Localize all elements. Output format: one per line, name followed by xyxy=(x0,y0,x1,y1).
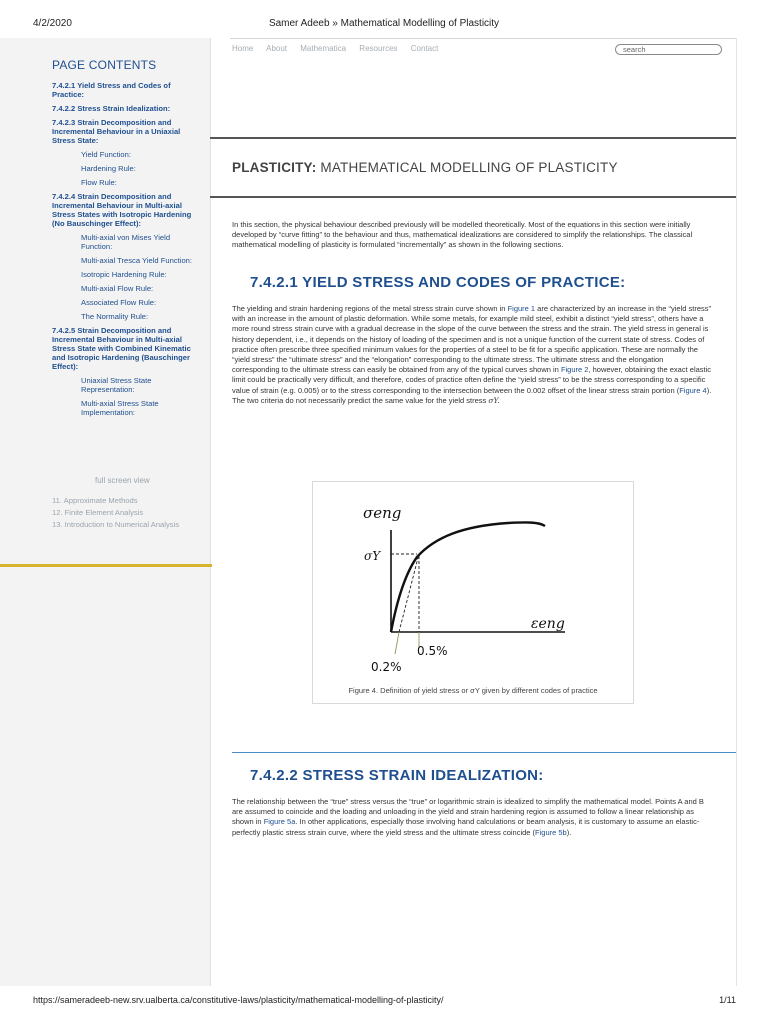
nav-home[interactable]: Home xyxy=(232,44,254,53)
toc-item[interactable]: 7.4.2.1 Yield Stress and Codes of Practice: xyxy=(52,81,171,99)
sidebar xyxy=(0,38,211,986)
s1-text-c: , however, obtaining the exact elastic limit could be practically very difficult, and therefore, codes of practice often define the “yield stress” to be the stress corresponding to a specific value of strain (e.g. 0.005) or to the stress corresponding to the intersection between the 0.002 offset of the linear stress strain portion ( xyxy=(232,365,712,395)
s1-text-a: The yielding and strain hardening regions of the metal stress strain curve shown in xyxy=(232,304,508,313)
stress-strain-curve xyxy=(391,522,545,632)
toc-item[interactable]: Hardening Rule: xyxy=(81,164,136,173)
print-date: 4/2/2020 xyxy=(33,18,72,29)
toc-item[interactable]: Flow Rule: xyxy=(81,178,117,187)
offset-line-0.2 xyxy=(399,554,419,632)
figure-2-link[interactable]: Figure 2 xyxy=(560,365,589,375)
toc-item[interactable]: 7.4.2.5 Strain Decomposition and Incremental Behaviour in Multi-axial Stress State with Combined Kinematic and Isotropic Hardening (Bauschinger Effect): xyxy=(52,326,191,371)
label-0.2-percent: 0.2% xyxy=(371,660,402,674)
top-nav xyxy=(232,44,449,53)
stress-strain-diagram xyxy=(313,482,633,703)
toc-item[interactable]: Multi-axial von Mises Yield Function: xyxy=(81,233,171,251)
figure-5b-link[interactable]: Figure 5b xyxy=(535,827,567,837)
nav-about[interactable]: About xyxy=(266,44,288,53)
section1-paragraph xyxy=(232,304,712,406)
toc-list xyxy=(52,81,200,422)
chapter-link-13[interactable]: 13. Introduction to Numerical Analysis xyxy=(52,520,180,529)
toc-item[interactable]: Uniaxial Stress State Representation: xyxy=(81,376,152,394)
s2-text-c: ). xyxy=(566,827,572,837)
toc-item[interactable]: 7.4.2.3 Strain Decomposition and Incremental Behaviour in a Uniaxial Stress State: xyxy=(52,118,181,145)
intro-paragraph: In this section, the physical behaviour described previously will be modelled theoretically. Most of the equations in this section were initially developed by “curve fitting” to the behaviour and thus, mathematical idealizations are considered to simplify the relationships. The classical mathematical modelling of plasticity is formulated “incrementally” as shown in the following sections. xyxy=(232,220,693,250)
section-heading-7421: 7.4.2.1 YIELD STRESS AND CODES OF PRACTICE: xyxy=(250,274,626,291)
print-header xyxy=(0,18,768,30)
nav-contact[interactable]: Contact xyxy=(410,44,439,53)
toc-item[interactable]: Multi-axial Stress State Implementation: xyxy=(81,399,159,417)
page-contents-title: PAGE CONTENTS xyxy=(52,58,157,72)
nav-resources[interactable]: Resources xyxy=(359,44,398,53)
nav-top-divider xyxy=(230,38,736,39)
page-title xyxy=(232,160,618,175)
pointer-0.2 xyxy=(395,632,399,654)
page-number: 1/11 xyxy=(719,995,736,1005)
figure-4 xyxy=(312,481,634,704)
search-input[interactable]: search xyxy=(615,44,722,55)
s1-text-b: are characterized by an increase in the “yield stress” with an increase in the amount of plastic deformation. While some metals, for example mild steel, exhibit a distinct “yield stress”, others have a more round stress strain curve with a gradual decrease in the slope of the curve between the stress and the strain. The yield stress in general is history dependent, i.e., it depends on the history of loading of the specimen and is not a unique function of the current state of stress. Codes of practice often prescribe three specified minimum values for the properties of a steel to be fit for a specific application. These are normally the “yield stress” the “ultimate stress” and the “elongation” corresponding to the ultimate stress. The ultimate stress and the elongation corresponding to the ultimate stress can easily be obtained from any of the typical curves shown in xyxy=(232,304,712,375)
chapter-links xyxy=(52,496,202,532)
toc-item[interactable]: Yield Function: xyxy=(81,150,131,159)
s2-text-a: The relationship between the “true” stress versus the “true” or logarithmic strain is idealized to simplify the mathematical model. Points A and B are assumed to coincide and the loading and unloading in the yield and strain hardening region is assumed to follow a linear relationship as shown in xyxy=(232,797,704,827)
figure-4-caption: Figure 4. Definition of yield stress or σY given by different codes of practice xyxy=(348,686,598,695)
x-axis-label: εeng xyxy=(531,616,565,632)
sidebar-accent-bar xyxy=(0,564,212,567)
figure-4-link[interactable]: Figure 4 xyxy=(679,385,707,395)
content-border xyxy=(736,38,737,986)
toc-item[interactable]: Multi-axial Flow Rule: xyxy=(81,284,154,293)
s2-text-b: . In other applications, especially those involving hand calculations or beam analysis, it is customary to assume an elastic-perfectly plastic stress strain curve, where the yield stress and the ultimate stress coincide ( xyxy=(232,817,700,837)
figure-1-link[interactable]: Figure 1 xyxy=(507,304,536,313)
section2-paragraph xyxy=(232,797,712,838)
print-url: https://sameradeeb-new.srv.ualberta.ca/constitutive-laws/plasticity/mathematical-modelling-of-plasticity/ xyxy=(33,995,444,1005)
print-title: Samer Adeeb » Mathematical Modelling of Plasticity xyxy=(268,18,500,29)
figure-5a-link[interactable]: Figure 5a xyxy=(263,817,296,827)
nav-mathematica[interactable]: Mathematica xyxy=(300,44,347,53)
s1-text-d: ). The two criteria do not necessarily predict the same value for the yield stress xyxy=(232,385,712,405)
title-top-rule xyxy=(210,137,736,139)
section-heading-7422: 7.4.2.2 STRESS STRAIN IDEALIZATION: xyxy=(250,767,544,784)
toc-item[interactable]: Multi-axial Tresca Yield Function: xyxy=(81,256,192,265)
sigma-y-symbol: σY. xyxy=(488,395,500,405)
toc-item[interactable]: Isotropic Hardening Rule: xyxy=(81,270,167,279)
chapter-link-11[interactable]: 11. Approximate Methods xyxy=(52,496,138,505)
chapter-link-12[interactable]: 12. Finite Element Analysis xyxy=(52,508,144,517)
page-title-rest: MATHEMATICAL MODELLING OF PLASTICITY xyxy=(316,160,618,175)
yield-stress-label: σY xyxy=(364,549,381,563)
toc-item[interactable]: The Normality Rule: xyxy=(81,312,149,321)
toc-item[interactable]: Associated Flow Rule: xyxy=(81,298,157,307)
section-divider xyxy=(232,752,736,753)
full-screen-link[interactable]: full screen view xyxy=(95,476,150,485)
main-content xyxy=(210,38,736,986)
page-title-bold: PLASTICITY: xyxy=(232,160,317,175)
toc-item[interactable]: 7.4.2.2 Stress Strain Idealization: xyxy=(52,104,171,113)
toc-item[interactable]: 7.4.2.4 Strain Decomposition and Incremental Behaviour in Multi-axial Stress States with Isotropic Hardening (No Bauschinger Effect): xyxy=(52,192,192,228)
label-0.5-percent: 0.5% xyxy=(417,644,448,658)
title-bottom-rule xyxy=(210,196,736,198)
y-axis-label: σeng xyxy=(363,504,402,522)
